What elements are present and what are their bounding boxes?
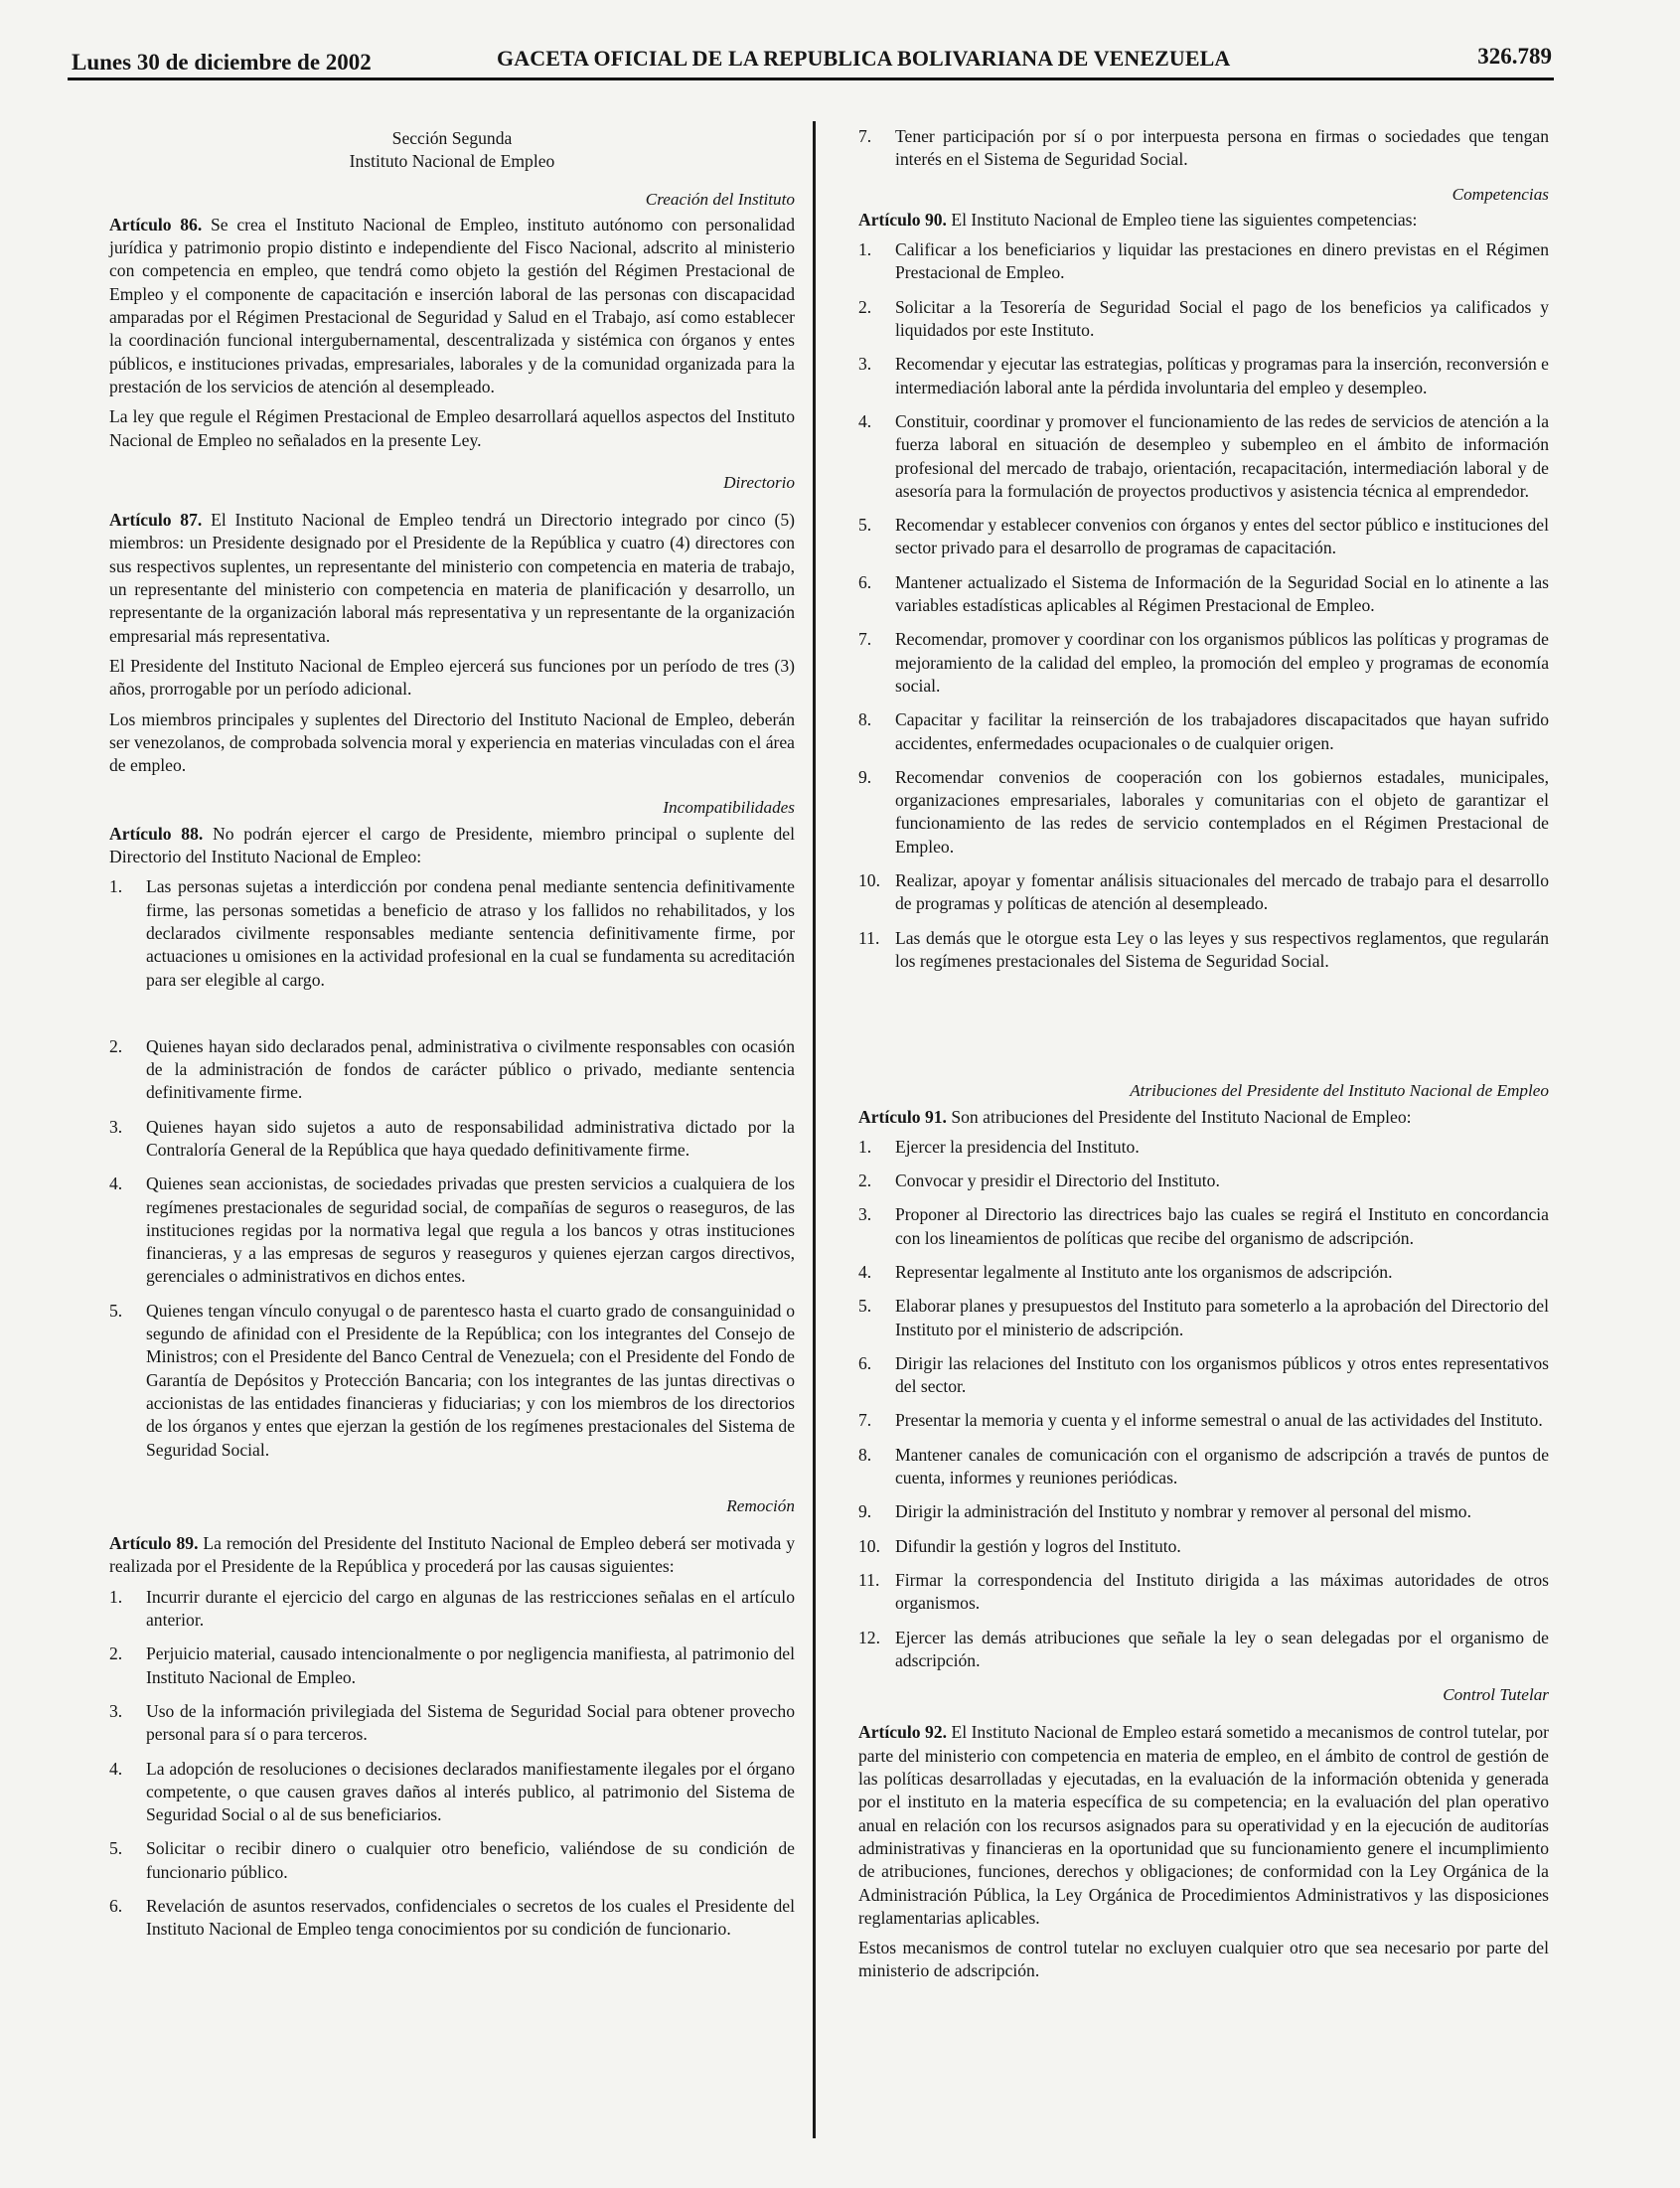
list-item: 10. Difundir la gestión y logros del Instituto. (858, 1535, 1181, 1556)
list-item: 11. Las demás que le otorgue esta Ley o las leyes y sus respectivos reglamentos, que regularán los regímenes prestacionales del Sistema de Seguridad Social. (858, 927, 1549, 971)
list-item: 8. Capacitar y facilitar la reinserción de los trabajadores discapacitados que hayan sufrido accidentes, enfermedades ocupacionales o de cualquier origen. (858, 709, 1549, 753)
heading-competencias: Competencias (1451, 184, 1549, 204)
list-item: 1. Calificar a los beneficiarios y liquidar las prestaciones en dinero previstas en el Régimen Prestacional de Empleo. (858, 239, 1549, 283)
list-item: 3. Uso de la información privilegiada del Sistema de Seguridad Social para obtener provecho personal para sí o para terceros. (109, 1700, 795, 1745)
heading-atribuciones: Atribuciones del Presidente del Instituto Nacional de Empleo (1130, 1081, 1549, 1101)
list-item: 5. Recomendar y establecer convenios con órganos y entes del sector público e instituciones del sector privado para el desarrollo de programas de capacitación. (858, 515, 1549, 558)
article-86 (109, 214, 795, 398)
list-item: 2. Convocar y presidir el Directorio del Instituto. (858, 1171, 1220, 1191)
list-item: 1. Las personas sujetas a interdicción por condena penal mediante sentencia definitivamente firme, las personas sometidas a beneficio de atraso y los fallidos no rehabilitados, y los declarados civilmente responsables mediante sentencia definitivamente firme, por actuaciones u omisiones en la actividad profesional en la cual se fundamenta su acreditación para ser elegible al cargo. (109, 876, 795, 990)
list-item: 5. Solicitar o recibir dinero o cualquier otro beneficio, valiéndose de su condición de funcionario público. (109, 1838, 795, 1882)
page-number: 326.789 (1477, 44, 1552, 69)
list-item: 11. Firmar la correspondencia del Instituto dirigida a las máximas autoridades de otros organismos. (858, 1569, 1549, 1614)
article-89-label: Artículo 89. (109, 1533, 199, 1554)
left-column (109, 117, 795, 1953)
article-89-text: La remoción del Presidente del Instituto Nacional de Empleo deberá ser motivada y realizada por el Presidente de la República y procederá por las causas siguientes: (109, 1533, 795, 1577)
list-item: 3. Recomendar y ejecutar las estrategias, políticas y programas para la inserción, reconversión e intermediación laboral ante la pérdida involuntaria del empleo y desempleo. (858, 354, 1549, 397)
article-90-text: El Instituto Nacional de Empleo tiene las siguientes competencias: (951, 209, 1418, 230)
heading-remocion: Remoción (726, 1495, 795, 1515)
list-item: 3. Proponer al Directorio las directrices bajo las cuales se regirá el Instituto en concordancia con los lineamientos de políticas que recibe del organismo de adscripción. (858, 1204, 1549, 1248)
list-item: 2. Quienes hayan sido declarados penal, administrativa o civilmente responsables con ocasión de la administración de fondos de carácter público o privado, mediante sentencia definitivamente firme. (109, 1035, 795, 1103)
right-column (858, 117, 1549, 1990)
heading-control-tutelar: Control Tutelar (1443, 1685, 1549, 1705)
list-item: 9. Recomendar convenios de cooperación con los gobiernos estadales, municipales, organizaciones empresariales, laborales y comunitarias con el objeto de garantizar el funcionamiento de las redes de servicio contemplados en el Régimen Prestacional de Empleo. (858, 766, 1549, 857)
list-item: 6. Revelación de asuntos reservados, confidenciales o secretos de los cuales el Presidente del Instituto Nacional de Empleo tenga conocimientos por su condición de funcionario. (109, 1896, 795, 1940)
article-86-text: Se crea el Instituto Nacional de Empleo, instituto autónomo con personalidad jurídica y patrimonio propio distinto e independiente del Fisco Nacional, adscrito al ministerio con competencia en empleo, que tendrá como objeto la gestión del Régimen Prestacional de Empleo y el componente de capacitación e inserción laboral de las personas con discapacidad amparadas por el Régimen Prestacional de Seguridad y Salud en el Trabajo, así como establecer la coordinación funcional intergubernamental, descentralizada y sistémica con órganos y entes públicos, e instituciones privadas, empresariales, laborales y de la comunidad organizada para la prestación de los servicios de atención al desempleado. (109, 214, 796, 396)
list-item: 2. Solicitar a la Tesorería de Seguridad Social el pago de los beneficios ya calificados y liquidados por este Instituto. (858, 296, 1549, 341)
article-91 (858, 1106, 1549, 1129)
list-item: 12. Ejercer las demás atribuciones que señale la ley o sean delegadas por el organismo de adscripción. (858, 1627, 1549, 1670)
list-item: 4. Representar legalmente al Instituto ante los organismos de adscripción. (858, 1261, 1393, 1282)
heading-directorio: Directorio (723, 472, 795, 492)
article-91-label: Artículo 91. (858, 1106, 947, 1127)
article-90 (858, 209, 1549, 232)
institute-title: Instituto Nacional de Empleo (349, 151, 555, 172)
article-86-label: Artículo 86. (109, 214, 203, 234)
article-88-text: No podrán ejercer el cargo de Presidente, miembro principal o suplente del Directorio del Instituto Nacional de Empleo: (109, 823, 795, 867)
list-item: 8. Mantener canales de comunicación con el organismo de adscripción a través de puntos de cuenta, informes y reuniones periódicas. (858, 1444, 1549, 1488)
list-item: 10. Realizar, apoyar y fomentar análisis situacionales del mercado de trabajo para el desarrollo de programas y políticas de atención al desempleado. (858, 870, 1549, 914)
list-item: 4. Quienes sean accionistas, de sociedades privadas que presten servicios a cualquiera de los regímenes prestacionales de seguridad social, de compañías de seguros o reaseguros, de las instituciones regidas por la normativa legal que regula a los bancos y otras instituciones financieras, y a las empresas de seguros y reaseguros y quienes ejerzan cargos directivos, gerenciales o administrativos en dichos entes. (109, 1173, 795, 1287)
article-92-text: El Instituto Nacional de Empleo estará sometido a mecanismos de control tutelar, por parte del ministerio con competencia en materia de empleo, en el ámbito de control de gestión de las políticas desarrolladas y ejecutadas, en la evaluación de la información obtenida y generada por el instituto en la materia específica de su competencia; en la evaluación del plan operativo anual en relación con los recursos asignados para su operatividad y en la ejecución de auditorías administrativas y financieras en la oportunidad que su funcionamiento genere el incumplimiento de atribuciones, funciones, derechos y obligaciones; de conformidad con la Ley Orgánica de la Administración Pública, la Ley Orgánica de Procedimientos Administrativos y las disposiciones reglamentarias aplicables. (858, 1722, 1549, 1928)
article-86-paragraph-2: La ley que regule el Régimen Prestacional de Empleo desarrollará aquellos aspectos del Instituto Nacional de Empleo no señalados en la presente Ley. (109, 406, 795, 450)
list-item: 5. Elaborar planes y presupuestos del Instituto para someterlo a la aprobación del Directorio del Instituto por el ministerio de adscripción. (858, 1296, 1549, 1339)
article-88-list (109, 875, 795, 1462)
list-item: 7. Tener participación por sí o por interpuesta persona en firmas o sociedades que tengan interés en el Sistema de Seguridad Social. (858, 126, 1549, 170)
article-87-paragraph-3: Los miembros principales y suplentes del Directorio del Instituto Nacional de Empleo, deberán ser venezolanos, de comprobada solvencia moral y experiencia en materias vinculadas con el área de empleo. (109, 708, 795, 776)
heading-incompatibilidades: Incompatibilidades (663, 798, 795, 818)
gazette-title: GACETA OFICIAL DE LA REPUBLICA BOLIVARIANA DE VENEZUELA (497, 46, 1231, 71)
section-title: Sección Segunda (391, 128, 513, 148)
article-89-list-continued (858, 125, 1549, 172)
article-88-label: Artículo 88. (109, 823, 204, 844)
article-87-paragraph-2: El Presidente del Instituto Nacional de Empleo ejercerá sus funciones por un período de tres (3) años, prorrogable por un período adicional. (109, 655, 795, 700)
list-item: 4. La adopción de resoluciones o decisiones declarados manifiestamente ilegales por el órgano competente, o que causen graves daños al interés publico, al patrimonio del Sistema de Seguridad Social o al de sus beneficiarios. (109, 1758, 795, 1825)
issue-date: Lunes 30 de diciembre de 2002 (72, 50, 372, 75)
article-87-text: El Instituto Nacional de Empleo tendrá un Directorio integrado por cinco (5) miembros: un Presidente designado por el Presidente de la República y cuatro (4) directores con sus respectivos suplentes, un representante del ministerio con competencia en materia de trabajo, un representante del ministerio con competencia en materia de planificación y desarrollo, un representante de la organización laboral más representativa y un representante de la organización empresarial más representativa. (109, 510, 796, 646)
list-item: 6. Dirigir las relaciones del Instituto con los organismos públicos y otros entes representativos del sector. (858, 1352, 1549, 1397)
article-92-paragraph-2: Estos mecanismos de control tutelar no excluyen cualquier otro que sea necesario por parte del ministerio de adscripción. (858, 1938, 1549, 1981)
list-item: 3. Quienes hayan sido sujetos a auto de responsabilidad administrativa dictado por la Contraloría General de la República que haya quedado definitivamente firme. (109, 1116, 795, 1160)
article-88 (109, 823, 795, 869)
list-item: 7. Recomendar, promover y coordinar con los organismos públicos las políticas y programas de mejoramiento de la calidad del empleo, la promoción del empleo y programas de economía social. (858, 629, 1549, 696)
list-item: 5. Quienes tengan vínculo conyugal o de parentesco hasta el cuarto grado de consanguinidad o segundo de afinidad con el Presidente de la República; con los integrantes del Consejo de Ministros; con el Presidente del Banco Central de Venezuela; con el Presidente del Fondo de Garantía de Depósitos y Protección Bancaria; con los integrantes de las juntas directivas o accionistas de las entidades financieras y fiduciarias; y con los miembros de los directorios de los órganos y entes que ejerzan la gestión de los regímenes prestacionales del Sistema de Seguridad Social. (109, 1300, 795, 1460)
article-91-text: Son atribuciones del Presidente del Instituto Nacional de Empleo: (951, 1106, 1412, 1127)
article-87 (109, 509, 795, 648)
list-item: 9. Dirigir la administración del Instituto y nombrar y remover al personal del mismo. (858, 1501, 1471, 1522)
list-item: 1. Ejercer la presidencia del Instituto. (858, 1136, 1140, 1157)
article-90-label: Artículo 90. (858, 209, 947, 230)
page-header (68, 44, 1554, 80)
article-89-list (109, 1586, 795, 1942)
list-item: 2. Perjuicio material, causado intencionalmente o por negligencia manifiesta, al patrimonio del Instituto Nacional de Empleo. (109, 1643, 795, 1687)
list-item: 1. Incurrir durante el ejercicio del cargo en algunas de las restricciones señalas en el artículo anterior. (109, 1586, 795, 1631)
article-89 (109, 1532, 795, 1579)
column-divider (813, 121, 816, 2138)
heading-creacion: Creación del Instituto (645, 189, 795, 209)
list-item: 7. Presentar la memoria y cuenta y el informe semestral o anual de las actividades del Instituto. (858, 1410, 1543, 1431)
article-92-label: Artículo 92. (858, 1722, 947, 1743)
article-90-list (858, 238, 1549, 973)
article-91-list (858, 1136, 1549, 1672)
list-item: 4. Constituir, coordinar y promover el funcionamiento de las redes de servicios de atención a la fuerza laboral en situación de desempleo y subempleo en el ámbito de información profesional del mercado de trabajo, orientación, recapacitación, intermediación laboral y de asesoría para la formulación de proyectos productivos y asistencia técnica al emprendedor. (858, 410, 1549, 501)
article-87-label: Artículo 87. (109, 510, 203, 531)
article-92 (858, 1721, 1549, 1930)
list-item: 6. Mantener actualizado el Sistema de Información de la Seguridad Social en lo atinente a las variables estadísticas aplicables al Régimen Prestacional de Empleo. (858, 571, 1549, 616)
